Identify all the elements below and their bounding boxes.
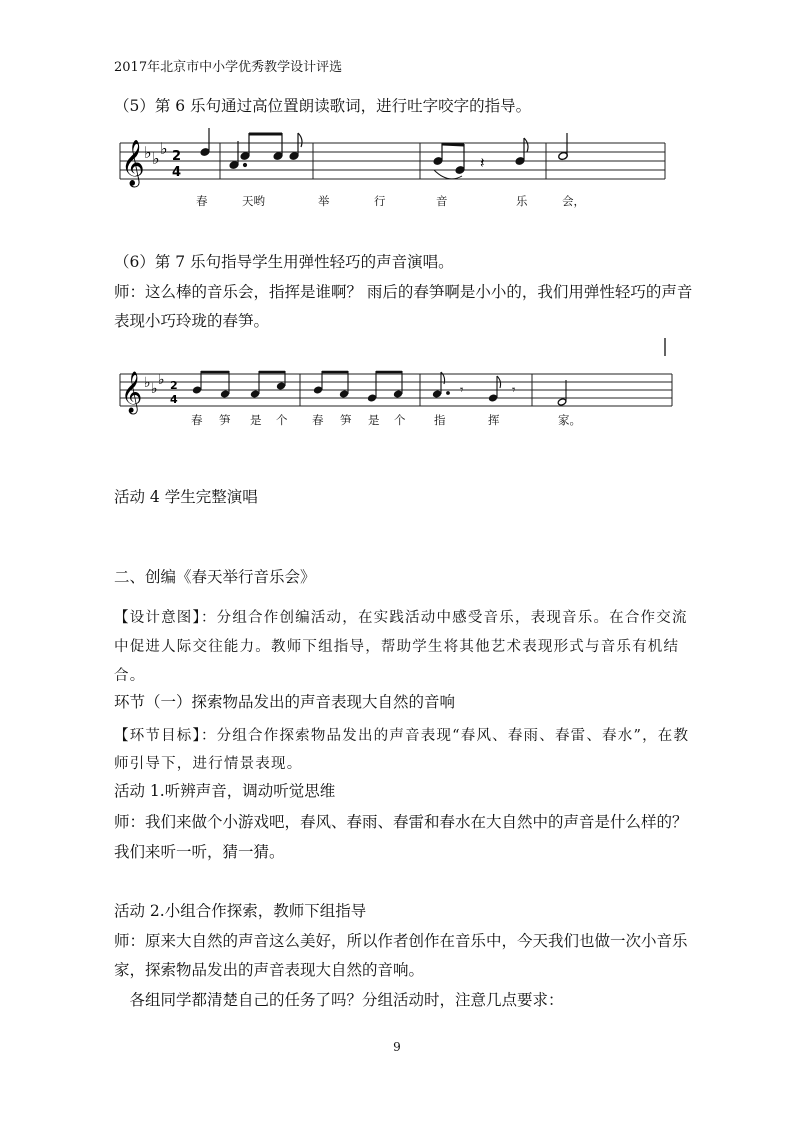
lyric: 个: [276, 413, 288, 427]
note-pair: [313, 371, 348, 398]
half-note: [557, 380, 566, 406]
note-pair-slur: [433, 143, 465, 179]
note-pair: [192, 371, 229, 398]
lyric: 行: [374, 194, 386, 208]
lyric: 春: [196, 194, 208, 208]
page-header: 2017年北京市中小学优秀教学设计评选: [114, 60, 343, 75]
flat-icon: ♭: [158, 372, 165, 388]
time-sig-top: 2: [172, 149, 182, 164]
note: [488, 376, 500, 402]
teacher-line: 我们来听一听，猜一猜。: [114, 843, 285, 861]
lyric: 家。: [558, 413, 581, 427]
activity-1: 活动 1.听辨声音，调动听觉思维: [114, 782, 336, 800]
note-pair: [367, 371, 402, 402]
flat-icon: ♭: [160, 139, 168, 158]
flat-icon: ♭: [144, 143, 152, 162]
lyric: 会，: [562, 194, 585, 208]
design-intent: 【设计意图】：分组合作创编活动，在实践活动中感受音乐，表现音乐。在合作交流: [114, 610, 688, 626]
lyric: 音: [436, 194, 448, 208]
note: [200, 128, 210, 156]
lyric: 是: [368, 413, 380, 427]
time-sig-top: 2: [170, 379, 178, 392]
lyric: 天哟: [242, 194, 265, 208]
staff-2-lines: [120, 374, 672, 406]
lyric: 指: [434, 413, 446, 427]
note-pair: [240, 133, 283, 160]
rest-icon: 𝄾: [512, 383, 516, 398]
lyric: 举: [318, 194, 330, 208]
page-number: 9: [393, 1040, 401, 1054]
teacher-line: 家，探索物品发出的声音表现大自然的音响。: [114, 961, 425, 979]
treble-clef-icon: 𝄞: [121, 372, 143, 413]
teacher-line: 师：我们来做个小游戏吧，春风、春雨、春雷和春水在大自然中的声音是什么样的？: [114, 813, 688, 831]
teacher-line: 表现小巧玲珑的春笋。: [114, 312, 270, 330]
lyric: 个: [394, 413, 406, 427]
staff-1-lines: [120, 143, 665, 179]
design-intent: 中促进人际交往能力。教师下组指导，帮助学生将其他艺术表现形式与音乐有机结: [114, 639, 680, 655]
treble-clef-icon: 𝄞: [121, 140, 145, 186]
paragraph-6: （6）第 7 乐句指导学生用弹性轻巧的声音演唱。: [114, 253, 454, 271]
time-sig-bottom: 4: [172, 165, 182, 180]
lyric: 挥: [488, 413, 500, 427]
link-heading: 环节（一）探索物品发出的声音表现大自然的音响: [114, 693, 456, 711]
activity-2: 活动 2.小组合作探索，教师下组指导: [114, 902, 367, 920]
lyric: 笋: [340, 413, 352, 427]
rest-icon: 𝄾: [460, 383, 464, 398]
flat-icon: ♭: [144, 375, 151, 391]
teacher-line: 师：原来大自然的声音这么美好，所以作者创作在音乐中，今天我们也做一次小音乐: [114, 932, 688, 950]
half-note: [558, 133, 568, 161]
flat-icon: ♭: [152, 149, 160, 168]
link-goal: 【环节目标】：分组合作探索物品发出的声音表现“春风、春雨、春雷、春水”，在教: [114, 728, 690, 744]
note-pair: [250, 371, 285, 398]
link-goal: 师引导下，进行情景表现。: [114, 756, 303, 772]
dotted-note: [229, 141, 247, 169]
design-intent: 合。: [114, 668, 146, 684]
lyric: 乐: [516, 194, 528, 208]
lyric: 是: [250, 413, 262, 427]
flat-icon: ♭: [151, 381, 158, 397]
lyric: 笋: [219, 413, 231, 427]
activity-4: 活动 4 学生完整演唱: [114, 488, 258, 506]
task-line: 各组同学都清楚自己的任务了吗？分组活动时，注意几点要求：: [114, 991, 564, 1009]
lyric: 春: [191, 413, 203, 427]
note: [289, 133, 302, 160]
rest-icon: 𝄽: [480, 154, 485, 172]
section-heading: 二、创编《春天举行音乐会》: [114, 568, 316, 586]
time-sig-bottom: 4: [170, 393, 178, 406]
teacher-line: 师：这么棒的音乐会，指挥是谁啊？ 雨后的春笋啊是小小的，我们用弹性轻巧的声音: [114, 283, 693, 301]
lyric: 春: [312, 413, 324, 427]
dotted-note: [432, 372, 449, 398]
paragraph-5: （5）第 6 乐句通过高位置朗读歌词，进行吐字咬字的指导。: [114, 97, 532, 115]
note: [515, 138, 528, 165]
